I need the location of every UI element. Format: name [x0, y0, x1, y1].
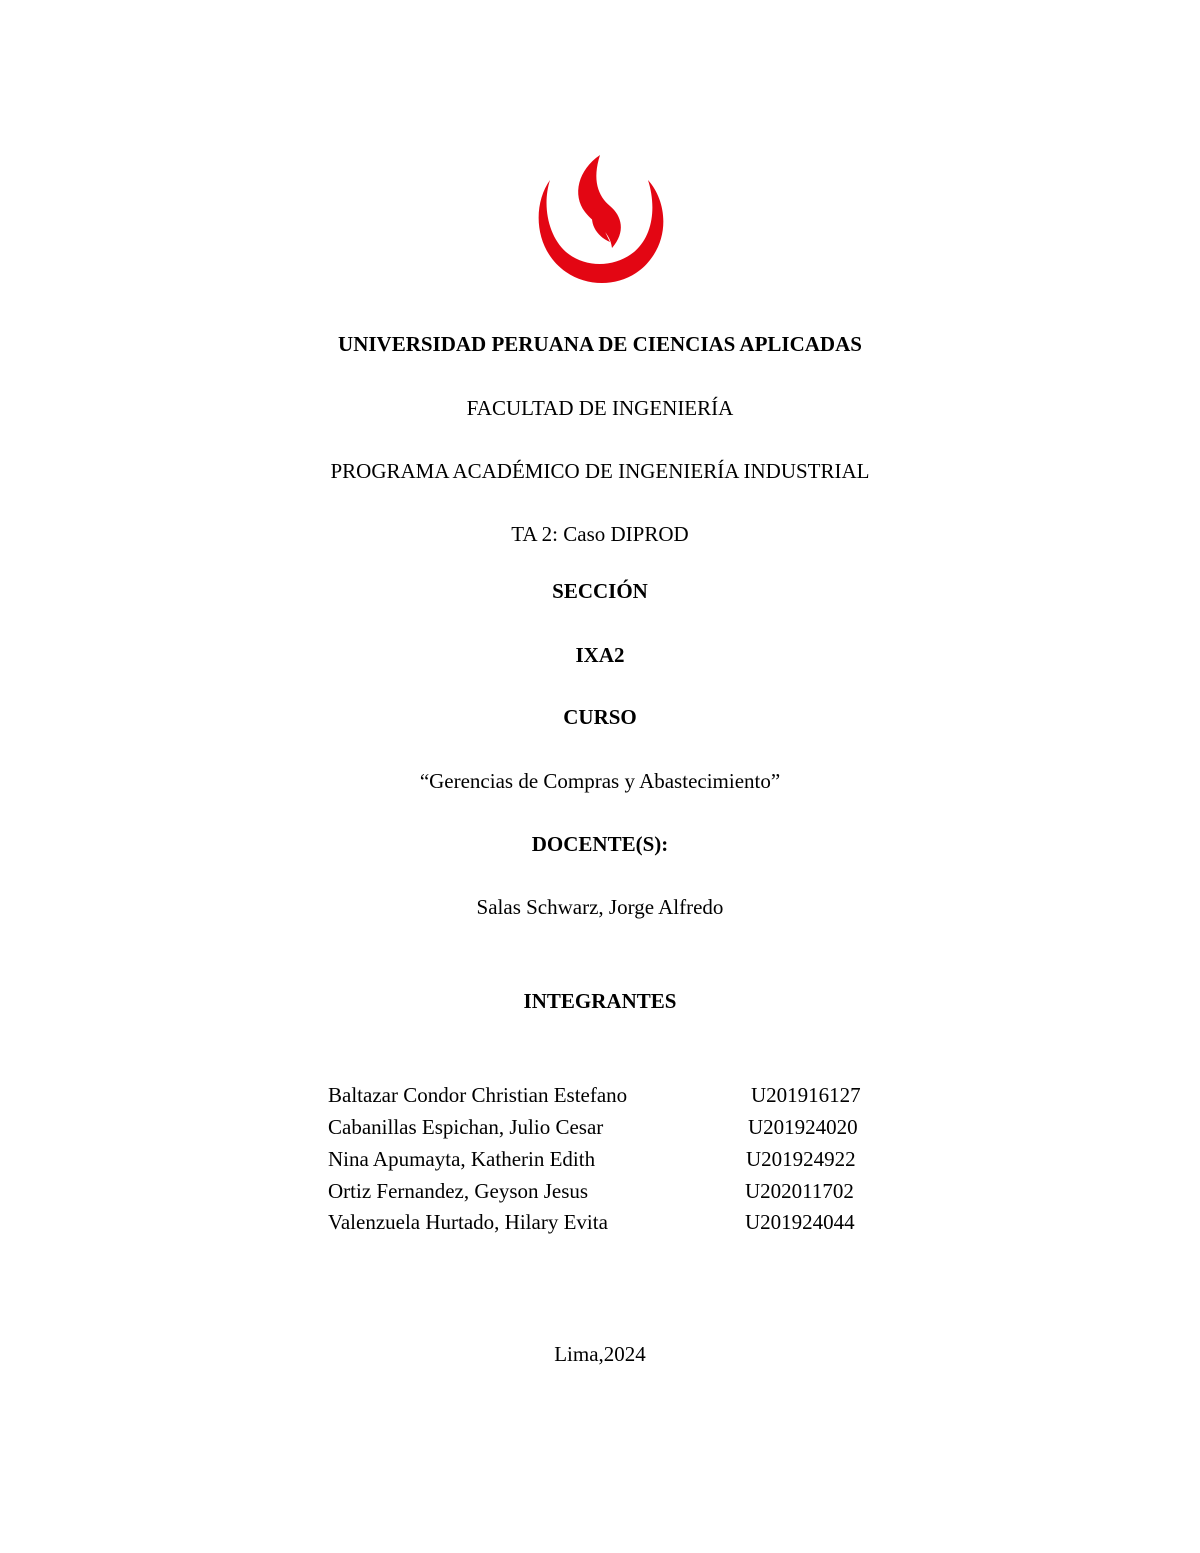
place-date: Lima,2024	[554, 1342, 646, 1366]
member-code: U201916127	[751, 1083, 861, 1107]
member-name: Baltazar Condor Christian Estefano	[328, 1083, 628, 1107]
member-name: Ortiz Fernandez, Geyson Jesus	[328, 1179, 589, 1203]
course-label: CURSO	[563, 705, 637, 729]
course-name: “Gerencias de Compras y Abastecimiento”	[419, 769, 781, 793]
member-name: Valenzuela Hurtado, Hilary Evita	[328, 1210, 608, 1234]
member-code: U201924020	[748, 1115, 858, 1139]
university-logo-icon	[530, 150, 670, 290]
teacher-name: Salas Schwarz, Jorge Alfredo	[476, 895, 724, 919]
teacher-label: DOCENTE(S):	[531, 832, 669, 856]
members-label: INTEGRANTES	[523, 989, 677, 1013]
assignment-title: TA 2: Caso DIPROD	[511, 522, 689, 546]
member-code: U202011702	[745, 1179, 854, 1203]
member-name: Nina Apumayta, Katherin Edith	[328, 1147, 596, 1171]
member-code: U201924044	[745, 1210, 855, 1234]
section-label: SECCIÓN	[552, 579, 648, 603]
member-code: U201924922	[746, 1147, 856, 1171]
program-name: PROGRAMA ACADÉMICO DE INGENIERÍA INDUSTRIAL	[330, 459, 870, 483]
member-name: Cabanillas Espichan, Julio Cesar	[328, 1115, 604, 1139]
section-value: IXA2	[575, 643, 625, 667]
university-name: UNIVERSIDAD PERUANA DE CIENCIAS APLICADAS	[338, 332, 862, 356]
faculty-name: FACULTAD DE INGENIERÍA	[466, 396, 734, 420]
